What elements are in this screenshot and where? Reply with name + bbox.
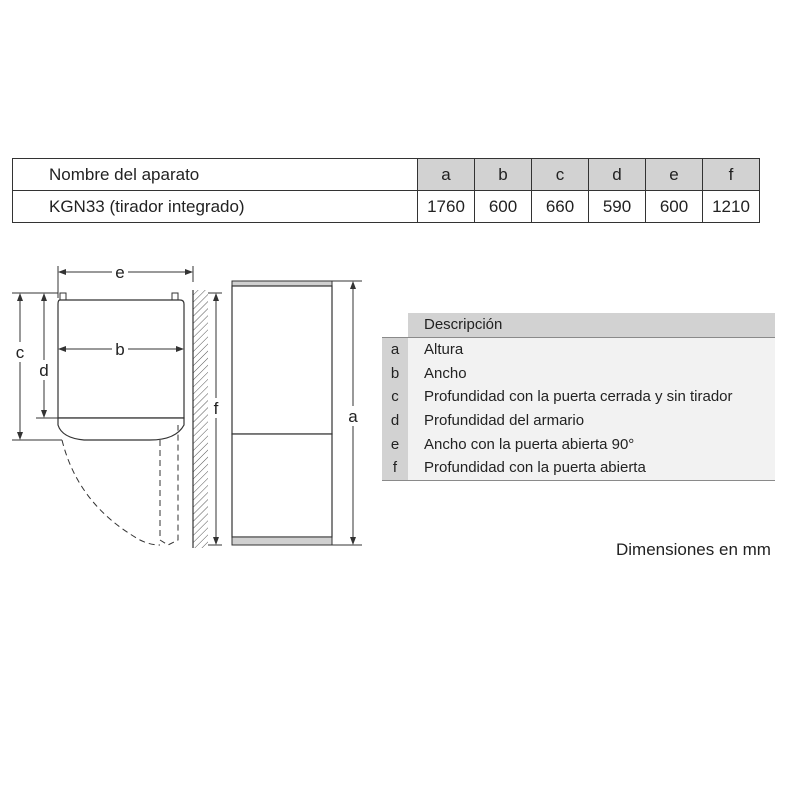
dim-c-arrow-bottom	[17, 432, 23, 440]
legend-letter: f	[392, 459, 398, 477]
legend-text-column	[408, 338, 775, 480]
header-col-e: e	[646, 159, 703, 191]
legend-text: Profundidad del armario	[424, 411, 585, 429]
open-door	[160, 425, 178, 545]
dim-f-arrow-top	[213, 293, 219, 301]
header-col-f: f	[703, 159, 760, 191]
dim-d-arrow-bottom	[41, 410, 47, 418]
header-col-d: d	[589, 159, 646, 191]
closed-door	[58, 418, 184, 440]
value-c: 660	[532, 191, 589, 223]
legend-text: Ancho con la puerta abierta 90°	[424, 435, 635, 453]
dim-c-arrow-top	[17, 293, 23, 301]
dim-a-arrow-top	[350, 281, 356, 289]
fridge-lower-door	[232, 434, 332, 537]
spec-table-header-row	[13, 159, 760, 191]
fridge-top-panel	[232, 281, 332, 286]
dim-e-arrow-right	[185, 269, 193, 275]
dim-c-label: c	[15, 343, 25, 362]
legend-letter: b	[390, 364, 400, 382]
dim-d-arrow-top	[41, 293, 47, 301]
spec-table-row	[13, 191, 760, 223]
legend-letter: c	[391, 388, 399, 406]
value-a: 1760	[418, 191, 475, 223]
value-f: 1210	[703, 191, 760, 223]
value-e: 600	[646, 191, 703, 223]
legend-letter: e	[390, 435, 400, 453]
legend-text: Profundidad con la puerta cerrada y sin tirador	[424, 388, 733, 406]
fridge-plinth	[232, 537, 332, 545]
legend-letter: a	[390, 341, 400, 358]
description-legend	[382, 313, 775, 481]
legend-letter: d	[390, 411, 400, 429]
legend-body	[382, 337, 775, 481]
legend-letter-column	[382, 338, 408, 480]
dim-e-label: e	[115, 263, 125, 282]
wall-hatch	[193, 290, 208, 548]
cabinet-body	[58, 300, 184, 418]
header-col-a: a	[418, 159, 475, 191]
hinge-left	[60, 293, 66, 300]
model-name: KGN33 (tirador integrado)	[13, 191, 418, 223]
dim-d-label: d	[39, 361, 49, 380]
header-col-c: c	[532, 159, 589, 191]
top-view	[12, 261, 224, 548]
spec-table	[12, 158, 760, 223]
value-b: 600	[475, 191, 532, 223]
dim-a-label: a	[348, 407, 358, 426]
legend-text: Ancho	[424, 364, 467, 382]
header-col-b: b	[475, 159, 532, 191]
dim-e-arrow-left	[58, 269, 66, 275]
door-swing-arc	[62, 440, 160, 545]
dim-f-label: f	[213, 399, 219, 418]
dim-b-label: b	[115, 340, 125, 359]
units-note: Dimensiones en mm	[616, 540, 771, 559]
header-device-name: Nombre del aparato	[13, 159, 418, 191]
hinge-right	[172, 293, 178, 300]
front-view	[232, 281, 362, 545]
legend-title: Descripción	[408, 313, 775, 337]
dim-a-arrow-bottom	[350, 537, 356, 545]
dim-f-arrow-bottom	[213, 537, 219, 545]
legend-text: Profundidad con la puerta abierta	[424, 459, 646, 477]
value-d: 590	[589, 191, 646, 223]
fridge-upper-door	[232, 286, 332, 434]
legend-text: Altura	[424, 341, 464, 358]
